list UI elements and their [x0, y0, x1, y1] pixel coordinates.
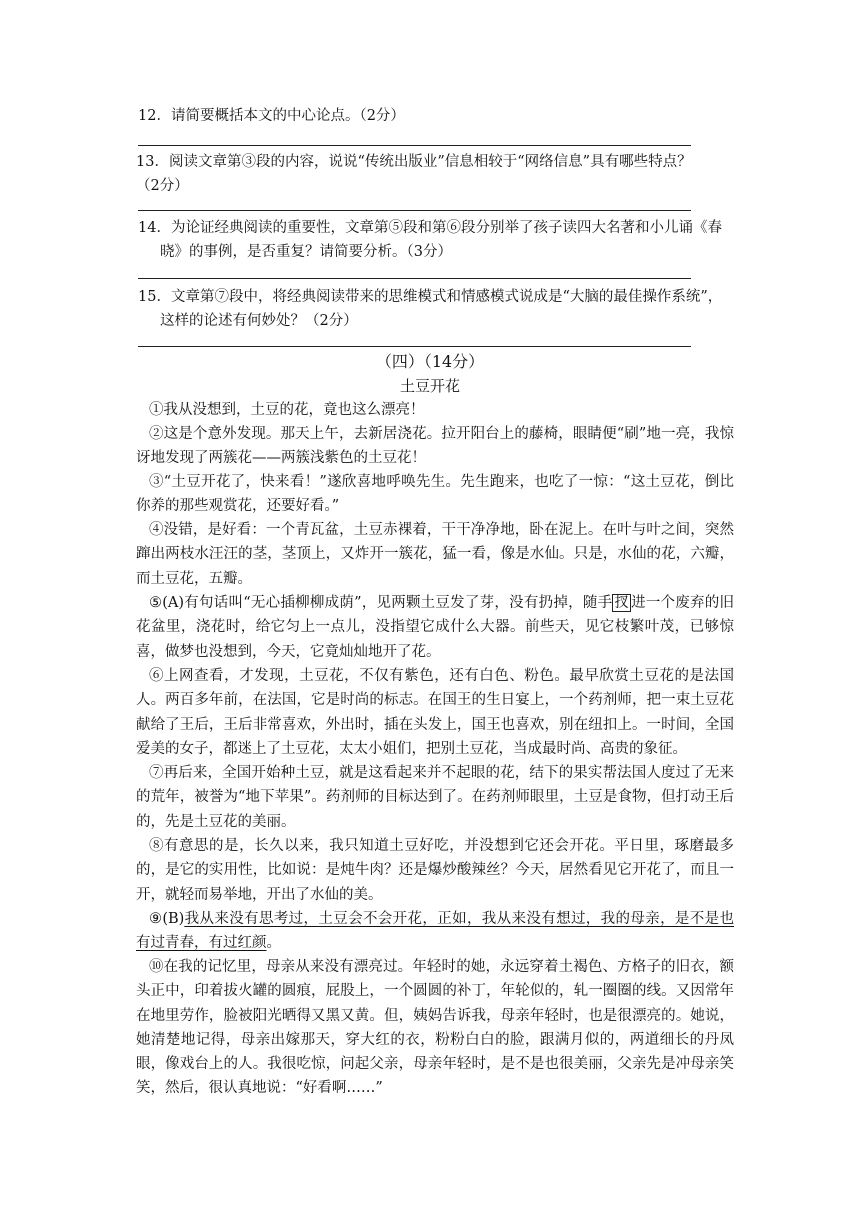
question-14-line1: 14．为论证经典阅读的重要性，文章第⑤段和第⑥段分别举了孩子读四大名著和小儿诵《春 [138, 220, 722, 236]
paragraph-3: ③“土豆开花了，快来看！”遂欣喜地呼唤先生。先生跑来，也吃了一惊：“这土豆花，倒比你养的那些观赏花，还要好看。” [136, 474, 734, 515]
paragraph-5-part-a: ⑤(A)有句话叫“无心插柳柳成荫”，见两颗土豆发了芽，没有扔掉，随手 [149, 595, 613, 611]
question-15-line2: 这样的论述有何妙处？（2分） [160, 313, 358, 329]
question-13-line2: （2分） [136, 178, 189, 194]
answer-line-12 [138, 145, 691, 146]
question-15-line1: 15．文章第⑦段中，将经典阅读带来的思维模式和情感模式说成是“大脑的最佳操作系统”， [138, 289, 723, 305]
question-14-line2: 晓》的事例，是否重复？请简要分析。（3分） [160, 244, 452, 260]
question-14 [138, 216, 738, 264]
boxed-character: 扠 [614, 595, 630, 611]
paragraph-2: ②这是个意外发现。那天上午，去新居浇花。拉开阳台上的藤椅，眼睛便“刷”地一亮，我惊讶地发现了两簇花——两簇浅紫色的土豆花！ [136, 426, 734, 467]
answer-line-13 [138, 210, 691, 211]
paragraph-9-underlined: 我从来没有思考过，土豆会不会开花，正如，我从来没有想过，我的母亲，是不是也有过青春，有过红颜 [136, 911, 734, 952]
question-12-text: 12．请简要概括本文的中心论点。（2分） [138, 108, 405, 124]
paragraph-5 [136, 591, 734, 664]
answer-line-14 [138, 278, 691, 279]
paragraph-9-end: 。 [266, 935, 281, 952]
paragraph-9-label: ⑨(B) [149, 911, 185, 927]
paragraph-8: ⑧有意思的是，长久以来，我只知道土豆好吃，并没想到它还会开花。平日里，琢磨最多的，是它的实用性，比如说：是炖牛肉？还是爆炒酸辣丝？今天，居然看见它开花了，而且一开，就轻而易举地，开出了水仙的美。 [136, 838, 734, 903]
paragraph-5-part-b: 进一个废弃的旧花盆里，浇花时，给它匀上一点儿，没指望它成什么大器。前些天，见它枝繁叶茂，已够惊喜，做梦也没想到，今天，它竟灿灿地开了花。 [136, 595, 735, 660]
paragraph-1: ①我从没想到，土豆的花，竟也这么漂亮！ [149, 402, 425, 418]
question-15 [138, 285, 738, 333]
paragraph-6: ⑥上网查看，才发现，土豆花，不仅有紫色，还有白色、粉色。最早欣赏土豆花的是法国人。两百多年前，在法国，它是时尚的标志。在国王的生日宴上，一个药剂师，把一束土豆花献给了王后，王后非常喜欢，外出时，插在头发上，国王也喜欢，别在纽扣上。一时间，全国爱美的女子，都迷上了土豆花，太太小姐们，把别土豆花，当成最时尚、高贵的象征。 [136, 668, 734, 757]
paragraph-9 [136, 907, 734, 956]
paragraph-4: ④没错，是好看：一个青瓦盆，土豆赤裸着，干干净净地，卧在泥上。在叶与叶之间，突然蹿出两枝水汪汪的茎，茎顶上，又炸开一簇花，猛一看，像是水仙。只是，水仙的花，六瓣，而土豆花，五瓣。 [136, 522, 734, 587]
paragraph-10: ⑩在我的记忆里，母亲从来没有漂亮过。年轻时的她，永远穿着土褐色、方格子的旧衣，额头正中，印着拔火罐的圆痕，屁股上，一个圆圆的补丁，年轮似的，轧一圈圈的线。又因常年在地里劳作，脸被阳光晒得又黑又黄。但，姨妈告诉我，母亲年轻时，也是很漂亮的。她说，她清楚地记得，母亲出嫁那天，穿大红的衣，粉粉白白的脸，跟满月似的，两道细长的丹凤眼，像戏台上的人。我很吃惊，问起父亲，母亲年轻时，是不是也很美丽，父亲先是冲母亲笑笑，然后，很认真地说：“好看啊……” [136, 959, 734, 1097]
section-heading: （四）（14分） [375, 352, 485, 371]
question-13-line1: 13．阅读文章第③段的内容，说说“传统出版业”信息相较于“网络信息”具有哪些特点？ [136, 154, 692, 170]
paragraph-7: ⑦再后来，全国开始种土豆，就是这看起来并不起眼的花，结下的果实帮法国人度过了无来的荒年，被誉为“地下苹果”。药剂师的目标达到了。在药剂师眼里，土豆是食物，但打动王后的，先是土豆花的美丽。 [136, 765, 734, 830]
question-13 [136, 150, 736, 198]
answer-line-15 [138, 346, 691, 347]
article-title: 土豆开花 [399, 377, 460, 395]
question-12 [138, 104, 738, 128]
